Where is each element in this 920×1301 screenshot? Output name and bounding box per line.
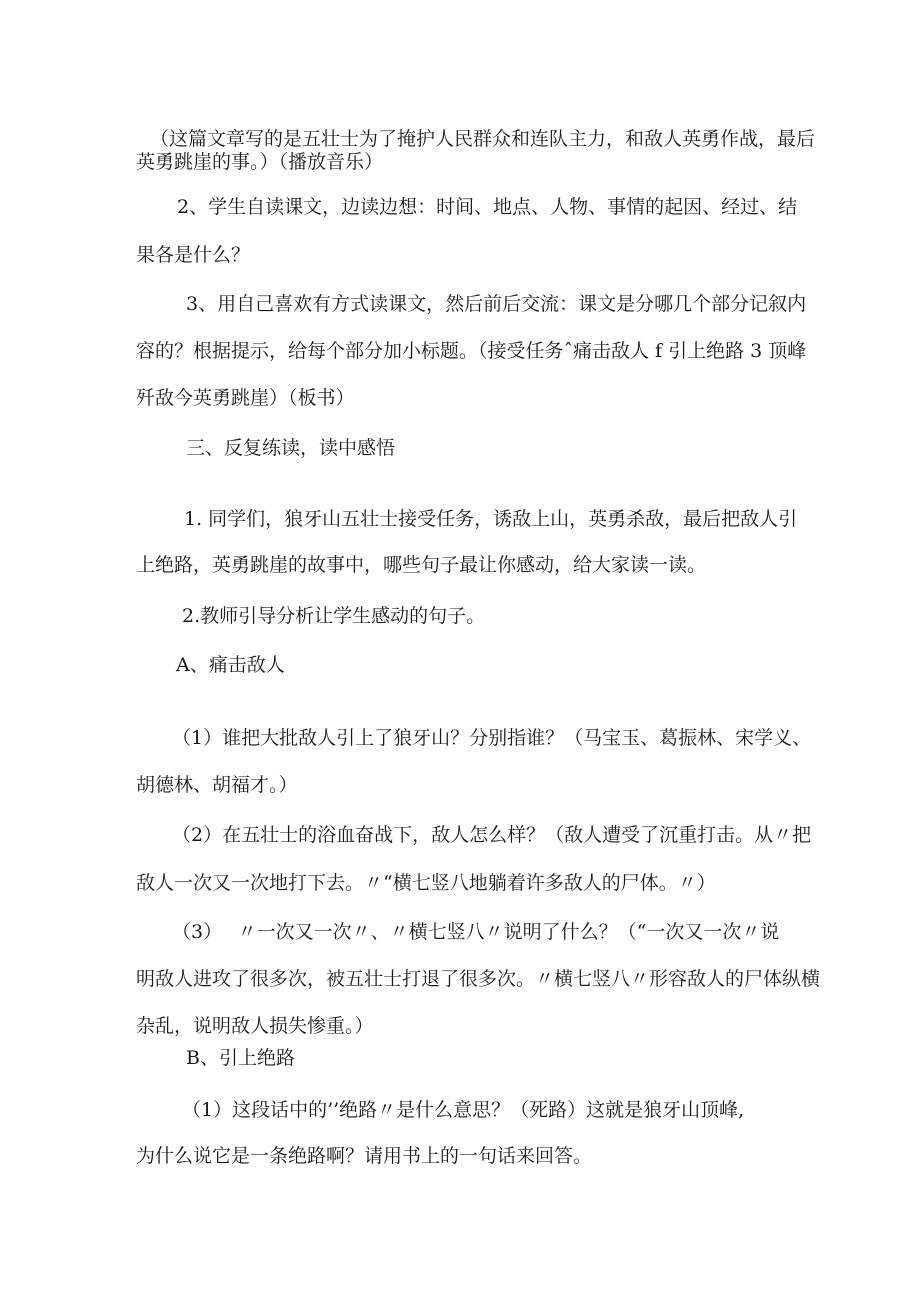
step-3-line-1: 3、用自己喜欢有方式读课文，然后前后交流：课文是分哪几个部分记叙内	[186, 293, 807, 315]
subsection-a-q1-line-2: 胡德林、胡福才。）	[136, 774, 298, 796]
step-3-line-3: 歼敌今英勇跳崖）（板书）	[136, 387, 355, 409]
subsection-a-heading: A、痛击敌人	[176, 654, 285, 676]
intro-line-2: 英勇跳崖的事。）（播放音乐）	[136, 151, 384, 173]
item-1-line-1: 1. 同学们，狼牙山五壮士接受任务，诱敌上山，英勇杀敌，最后把敌人引	[184, 508, 798, 530]
subsection-a-q2-line-1: （2）在五壮士的浴血奋战下，敌人怎么样？（敌人遭受了沉重打击。从〃把	[172, 824, 812, 846]
subsection-a-q3-line-3: 杂乱，说明敌人损失惨重。）	[136, 1015, 374, 1037]
step-3-line-2: 容的？根据提示，给每个部分加小标题。（接受任务ˆ痛击敌人 f 引上绝路 3 顶峰	[136, 340, 807, 362]
subsection-a-q1-line-1: （1）谁把大批敌人引上了狼牙山？分别指谁？（马宝玉、葛振林、宋学义、	[172, 727, 812, 749]
step-2-line-1: 2、学生自读课文，边读边想：时间、地点、人物、事情的起因、经过、结	[177, 196, 798, 218]
item-1-line-2: 上绝路，英勇跳崖的故事中，哪些句子最让你感动，给大家读一读。	[136, 554, 707, 576]
subsection-a-q3-line-1: （3） 〃一次又一次〃、〃横七竖八〃说明了什么？（“一次又一次〃说	[172, 921, 780, 943]
step-2-line-2: 果各是什么？	[136, 244, 251, 266]
subsection-b-q1-line-2: 为什么说它是一条绝路啊？请用书上的一句话来回答。	[136, 1145, 593, 1167]
section-3-heading: 三、反复练读，读中感悟	[186, 437, 396, 459]
subsection-b-q1-line-1: （1）这段话中的’’绝路〃是什么意思？（死路）这就是狼牙山顶峰,	[182, 1099, 745, 1121]
intro-line-1: （这篇文章写的是五壮士为了掩护人民群众和连队主力，和敌人英勇作战，最后	[150, 128, 816, 150]
subsection-a-q2-line-2: 敌人一次又一次地打下去。〃“横七竖八地躺着许多敌人的尸体。〃）	[136, 872, 716, 894]
subsection-b-heading: B、引上绝路	[186, 1047, 295, 1069]
subsection-a-q3-line-2: 明敌人进攻了很多次，被五壮士打退了很多次。〃横七竖八〃形容敌人的尸体纵横	[136, 968, 821, 990]
item-2: 2.教师引导分析让学生感动的句子。	[182, 605, 486, 627]
